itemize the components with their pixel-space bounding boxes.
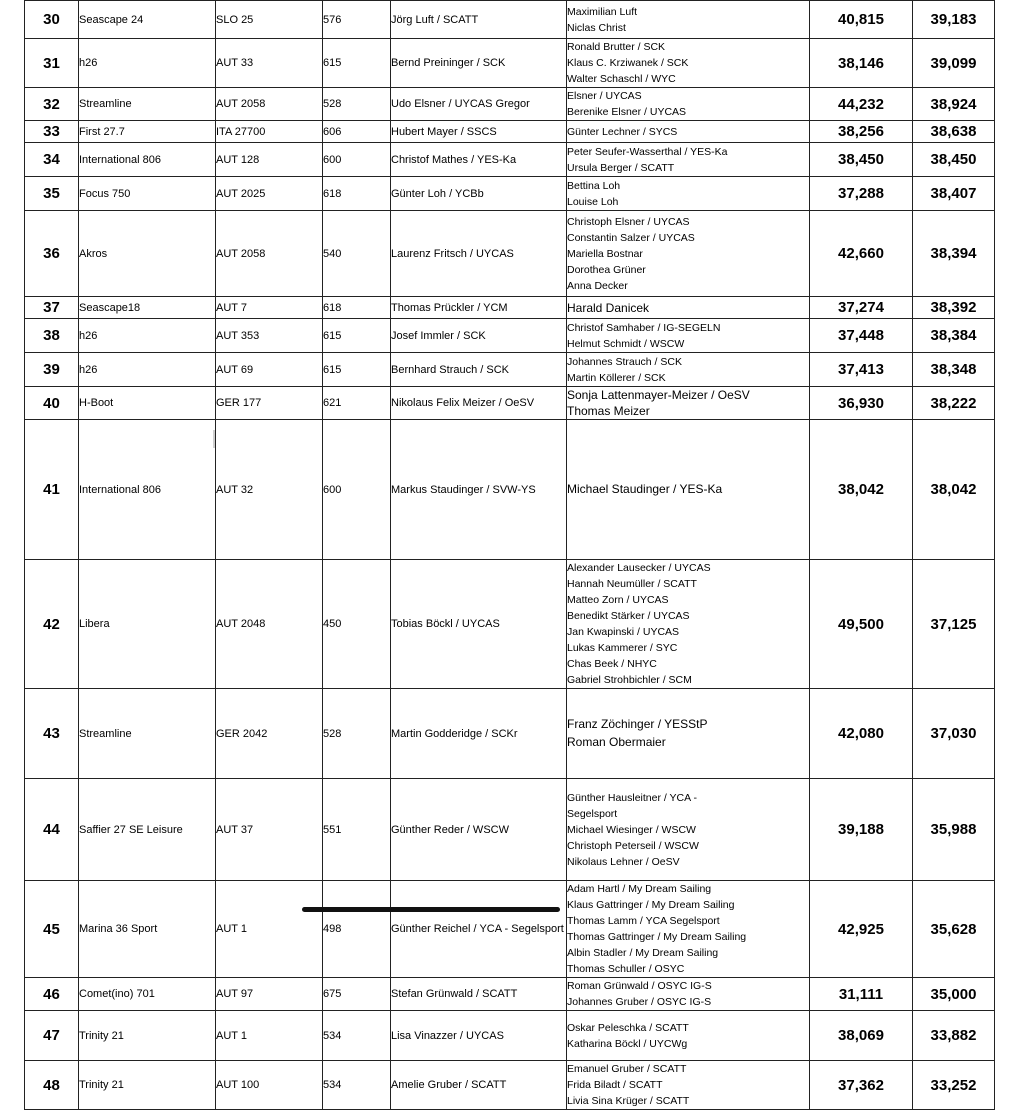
corrected-time-cell: 37,125 [913, 560, 995, 689]
boat-type-cell: Focus 750 [79, 177, 216, 211]
yardstick-cell: 600 [323, 143, 391, 177]
crew-member: Katharina Böckl / UYCWg [567, 1037, 688, 1050]
skipper-cell: Josef Immler / SCK [391, 319, 567, 353]
boat-type-cell: Streamline [79, 88, 216, 121]
crew-member: Martin Köllerer / SCK [567, 371, 666, 384]
elapsed-time-cell: 38,069 [810, 1011, 913, 1061]
sail-number-cell: GER 2042 [216, 689, 323, 779]
sail-number-cell: AUT 2025 [216, 177, 323, 211]
boat-type-cell: Trinity 21 [79, 1011, 216, 1061]
yardstick-cell: 540 [323, 211, 391, 297]
yardstick-cell: 528 [323, 88, 391, 121]
table-row [25, 143, 995, 177]
sail-number-cell: AUT 97 [216, 978, 323, 1011]
corrected-time-cell: 37,030 [913, 689, 995, 779]
skipper-cell: Nikolaus Felix Meizer / OeSV [391, 387, 567, 420]
elapsed-time-cell: 37,274 [810, 297, 913, 319]
crew-member: Nikolaus Lehner / OeSV [567, 855, 680, 868]
table-row [25, 689, 995, 779]
crew-cell [567, 978, 810, 1011]
corrected-time-cell: 38,222 [913, 387, 995, 420]
crew-member: Adam Hartl / My Dream Sailing [567, 883, 712, 895]
yardstick-cell: 534 [323, 1011, 391, 1061]
crew-member: Günther Hausleitner / YCA - [567, 791, 697, 804]
elapsed-time-cell: 37,362 [810, 1061, 913, 1110]
crew-member: Dorothea Grüner [567, 263, 646, 276]
elapsed-time-cell: 38,256 [810, 121, 913, 143]
corrected-time-cell: 35,988 [913, 779, 995, 881]
crew-member: Peter Seufer-Wasserthal / YES-Ka [567, 145, 728, 158]
yardstick-cell: 528 [323, 689, 391, 779]
skipper-cell: Hubert Mayer / SSCS [391, 121, 567, 143]
table-row [25, 420, 995, 560]
crew-member: Günter Lechner / SYCS [567, 125, 678, 138]
sail-number-cell: AUT 100 [216, 1061, 323, 1110]
crew-member: Constantin Salzer / UYCAS [567, 231, 695, 244]
sail-number-cell: AUT 37 [216, 779, 323, 881]
elapsed-time-cell: 42,080 [810, 689, 913, 779]
sail-number-cell: AUT 32 [216, 420, 323, 560]
skipper-cell: Günter Loh / YCBb [391, 177, 567, 211]
crew-member: Bettina Loh [567, 179, 621, 192]
yardstick-cell: 576 [323, 1, 391, 39]
place-cell: 38 [25, 319, 79, 353]
place-cell: 43 [25, 689, 79, 779]
elapsed-time-cell: 42,660 [810, 211, 913, 297]
table-row [25, 39, 995, 88]
crew-cell [567, 779, 810, 881]
crew-cell [567, 387, 810, 420]
skipper-cell: Thomas Prückler / YCM [391, 297, 567, 319]
boat-type-cell: Seascape18 [79, 297, 216, 319]
crew-member: Louise Loh [567, 195, 619, 208]
crew-cell [567, 881, 810, 978]
crew-member: Klaus Gattringer / My Dream Sailing [567, 899, 735, 911]
crew-member: Niclas Christ [567, 21, 626, 34]
crew-member: Matteo Zorn / UYCAS [567, 594, 669, 606]
crew-member: Alexander Lausecker / UYCAS [567, 562, 711, 574]
boat-type-cell: Marina 36 Sport [79, 881, 216, 978]
boat-type-cell: International 806 [79, 143, 216, 177]
crew-member: Harald Danicek [567, 300, 650, 315]
skipper-cell: Tobias Böckl / UYCAS [391, 560, 567, 689]
text-cursor [213, 430, 215, 448]
crew-member: Chas Beek / NHYC [567, 658, 657, 670]
yardstick-cell: 618 [323, 177, 391, 211]
table-row [25, 88, 995, 121]
corrected-time-cell: 33,252 [913, 1061, 995, 1110]
crew-cell [567, 88, 810, 121]
place-cell: 31 [25, 39, 79, 88]
yardstick-cell: 615 [323, 319, 391, 353]
crew-cell [567, 177, 810, 211]
crew-member: Jan Kwapinski / UYCAS [567, 626, 680, 638]
table-row [25, 353, 995, 387]
crew-member: Roman Grünwald / OSYC IG-S [567, 980, 712, 992]
crew-member: Klaus C. Krziwanek / SCK [567, 57, 689, 69]
place-cell: 46 [25, 978, 79, 1011]
yardstick-cell: 551 [323, 779, 391, 881]
skipper-cell: Günther Reder / WSCW [391, 779, 567, 881]
boat-type-cell: h26 [79, 319, 216, 353]
corrected-time-cell: 38,924 [913, 88, 995, 121]
table-row [25, 560, 995, 689]
crew-member: Thomas Schuller / OSYC [567, 963, 685, 975]
boat-type-cell: First 27.7 [79, 121, 216, 143]
table-row [25, 297, 995, 319]
table-row [25, 1011, 995, 1061]
boat-type-cell: H-Boot [79, 387, 216, 420]
table-row [25, 779, 995, 881]
results-table [24, 0, 995, 1110]
crew-cell [567, 143, 810, 177]
yardstick-cell: 615 [323, 39, 391, 88]
place-cell: 40 [25, 387, 79, 420]
skipper-cell: Lisa Vinazzer / UYCAS [391, 1011, 567, 1061]
yardstick-cell: 534 [323, 1061, 391, 1110]
boat-type-cell: Seascape 24 [79, 1, 216, 39]
crew-cell [567, 353, 810, 387]
corrected-time-cell: 33,882 [913, 1011, 995, 1061]
crew-member: Mariella Bostnar [567, 247, 643, 260]
crew-member: Livia Sina Krüger / SCATT [567, 1095, 690, 1107]
sail-number-cell: ITA 27700 [216, 121, 323, 143]
corrected-time-cell: 39,099 [913, 39, 995, 88]
place-cell: 33 [25, 121, 79, 143]
crew-member: Thomas Gattringer / My Dream Sailing [567, 931, 747, 943]
place-cell: 32 [25, 88, 79, 121]
boat-type-cell: h26 [79, 353, 216, 387]
results-body [25, 1, 995, 1110]
elapsed-time-cell: 44,232 [810, 88, 913, 121]
crew-cell [567, 319, 810, 353]
skipper-cell: Udo Elsner / UYCAS Gregor [391, 88, 567, 121]
table-row [25, 978, 995, 1011]
crew-member: Johannes Gruber / OSYC IG-S [567, 996, 712, 1008]
crew-member: Ronald Brutter / SCK [567, 41, 666, 53]
skipper-cell: Günther Reichel / YCA - Segelsport [391, 881, 567, 978]
corrected-time-cell: 35,628 [913, 881, 995, 978]
crew-member: Frida Biladt / SCATT [567, 1079, 663, 1091]
skipper-cell: Christof Mathes / YES-Ka [391, 143, 567, 177]
table-row [25, 881, 995, 978]
corrected-time-cell: 38,450 [913, 143, 995, 177]
place-cell: 36 [25, 211, 79, 297]
crew-member: Emanuel Gruber / SCATT [567, 1063, 687, 1075]
crew-member: Oskar Peleschka / SCATT [567, 1021, 689, 1034]
skipper-cell: Amelie Gruber / SCATT [391, 1061, 567, 1110]
crew-cell [567, 560, 810, 689]
sail-number-cell: AUT 128 [216, 143, 323, 177]
boat-type-cell: Comet(ino) 701 [79, 978, 216, 1011]
crew-member: Walter Schaschl / WYC [567, 73, 676, 85]
corrected-time-cell: 35,000 [913, 978, 995, 1011]
sail-number-cell: AUT 2048 [216, 560, 323, 689]
crew-member: Maximilian Luft [567, 5, 638, 18]
yardstick-cell: 675 [323, 978, 391, 1011]
crew-member: Christoph Elsner / UYCAS [567, 215, 690, 228]
table-row [25, 177, 995, 211]
yardstick-cell: 606 [323, 121, 391, 143]
crew-cell [567, 211, 810, 297]
crew-member: Lukas Kammerer / SYC [567, 642, 678, 654]
crew-member: Berenike Elsner / UYCAS [567, 106, 687, 118]
yardstick-cell: 615 [323, 353, 391, 387]
corrected-time-cell: 39,183 [913, 1, 995, 39]
place-cell: 42 [25, 560, 79, 689]
place-cell: 34 [25, 143, 79, 177]
yardstick-cell: 450 [323, 560, 391, 689]
skipper-cell: Stefan Grünwald / SCATT [391, 978, 567, 1011]
crew-member: Roman Obermaier [567, 734, 666, 749]
elapsed-time-cell: 31,111 [810, 978, 913, 1011]
crew-cell [567, 1, 810, 39]
sail-number-cell: AUT 69 [216, 353, 323, 387]
yardstick-cell: 498 [323, 881, 391, 978]
crew-member: Gabriel Strohbichler / SCM [567, 674, 692, 686]
place-cell: 41 [25, 420, 79, 560]
skipper-cell: Laurenz Fritsch / UYCAS [391, 211, 567, 297]
crew-cell [567, 1011, 810, 1061]
place-cell: 47 [25, 1011, 79, 1061]
boat-type-cell: Streamline [79, 689, 216, 779]
crew-cell [567, 39, 810, 88]
skipper-cell: Markus Staudinger / SVW-YS [391, 420, 567, 560]
corrected-time-cell: 38,042 [913, 420, 995, 560]
elapsed-time-cell: 49,500 [810, 560, 913, 689]
corrected-time-cell: 38,392 [913, 297, 995, 319]
crew-cell [567, 1061, 810, 1110]
skipper-cell: Martin Godderidge / SCKr [391, 689, 567, 779]
crew-cell [567, 420, 810, 560]
place-cell: 45 [25, 881, 79, 978]
crew-member: Benedikt Stärker / UYCAS [567, 610, 690, 622]
sail-number-cell: AUT 2058 [216, 88, 323, 121]
yardstick-cell: 618 [323, 297, 391, 319]
place-cell: 44 [25, 779, 79, 881]
place-cell: 39 [25, 353, 79, 387]
corrected-time-cell: 38,394 [913, 211, 995, 297]
corrected-time-cell: 38,638 [913, 121, 995, 143]
sail-number-cell: AUT 2058 [216, 211, 323, 297]
boat-type-cell: Trinity 21 [79, 1061, 216, 1110]
boat-type-cell: Libera [79, 560, 216, 689]
sail-number-cell: SLO 25 [216, 1, 323, 39]
elapsed-time-cell: 42,925 [810, 881, 913, 978]
crew-member: Christoph Peterseil / WSCW [567, 839, 699, 852]
boat-type-cell: International 806 [79, 420, 216, 560]
sail-number-cell: AUT 353 [216, 319, 323, 353]
crew-member: Helmut Schmidt / WSCW [567, 337, 685, 350]
crew-member: Michael Staudinger / YES-Ka [567, 481, 723, 496]
elapsed-time-cell: 38,146 [810, 39, 913, 88]
crew-member: Elsner / UYCAS [567, 90, 642, 102]
table-row [25, 1061, 995, 1110]
elapsed-time-cell: 40,815 [810, 1, 913, 39]
corrected-time-cell: 38,348 [913, 353, 995, 387]
corrected-time-cell: 38,384 [913, 319, 995, 353]
skipper-cell: Bernd Preininger / SCK [391, 39, 567, 88]
crew-cell [567, 121, 810, 143]
sail-number-cell: GER 177 [216, 387, 323, 420]
corrected-time-cell: 38,407 [913, 177, 995, 211]
crew-member: Hannah Neumüller / SCATT [567, 578, 697, 590]
home-indicator[interactable] [302, 907, 560, 912]
crew-member: Michael Wiesinger / WSCW [567, 823, 696, 836]
elapsed-time-cell: 37,413 [810, 353, 913, 387]
place-cell: 35 [25, 177, 79, 211]
boat-type-cell: h26 [79, 39, 216, 88]
elapsed-time-cell: 38,450 [810, 143, 913, 177]
crew-member: Johannes Strauch / SCK [567, 355, 682, 368]
crew-cell [567, 297, 810, 319]
skipper-cell: Bernhard Strauch / SCK [391, 353, 567, 387]
yardstick-cell: 621 [323, 387, 391, 420]
sail-number-cell: AUT 33 [216, 39, 323, 88]
crew-member: Ursula Berger / SCATT [567, 161, 675, 174]
crew-member: Anna Decker [567, 279, 628, 292]
table-row [25, 319, 995, 353]
boat-type-cell: Saffier 27 SE Leisure [79, 779, 216, 881]
sail-number-cell: AUT 1 [216, 1011, 323, 1061]
crew-member: Christof Samhaber / IG-SEGELN [567, 321, 721, 334]
crew-member: Albin Stadler / My Dream Sailing [567, 947, 719, 959]
elapsed-time-cell: 37,448 [810, 319, 913, 353]
table-row [25, 121, 995, 143]
sail-number-cell: AUT 7 [216, 297, 323, 319]
elapsed-time-cell: 36,930 [810, 387, 913, 420]
crew-member: Segelsport [567, 807, 618, 820]
place-cell: 48 [25, 1061, 79, 1110]
table-row [25, 387, 995, 420]
crew-member: Thomas Lamm / YCA Segelsport [567, 915, 720, 927]
elapsed-time-cell: 37,288 [810, 177, 913, 211]
place-cell: 37 [25, 297, 79, 319]
table-row [25, 211, 995, 297]
crew-cell [567, 689, 810, 779]
table-row [25, 1, 995, 39]
crew-member: Franz Zöchinger / YESStP [567, 717, 708, 731]
boat-type-cell: Akros [79, 211, 216, 297]
yardstick-cell: 600 [323, 420, 391, 560]
elapsed-time-cell: 38,042 [810, 420, 913, 560]
sail-number-cell: AUT 1 [216, 881, 323, 978]
crew-member: Sonja Lattenmayer-Meizer / OeSV [567, 388, 750, 402]
skipper-cell: Jörg Luft / SCATT [391, 1, 567, 39]
elapsed-time-cell: 39,188 [810, 779, 913, 881]
place-cell: 30 [25, 1, 79, 39]
crew-member: Thomas Meizer [567, 404, 650, 418]
